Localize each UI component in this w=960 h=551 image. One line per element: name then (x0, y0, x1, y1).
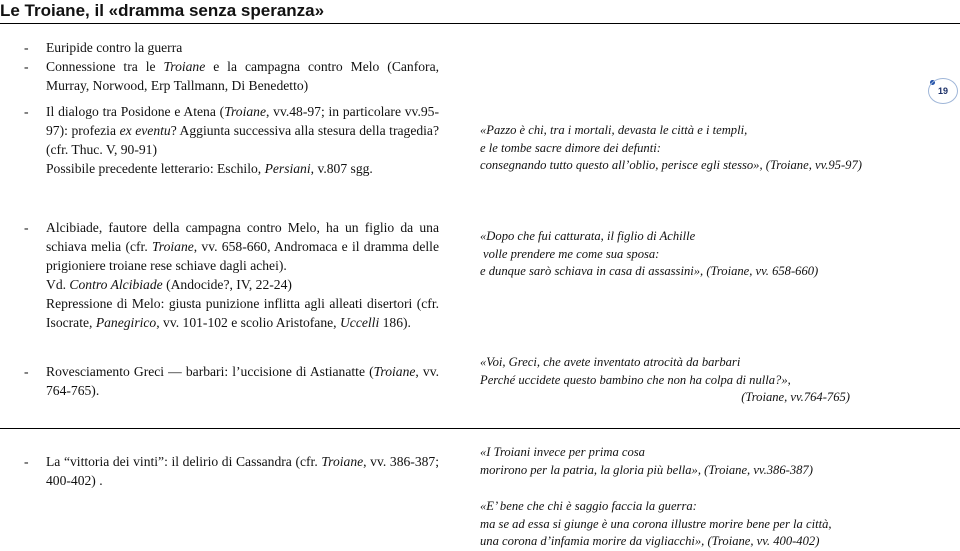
section-3 (24, 218, 439, 332)
section-1 (24, 38, 439, 95)
page-title: Le Troiane, il «dramma senza speranza» (0, 1, 325, 20)
quote-troiane-658-660: «Dopo che fui catturata, il figlio di Achille volle prendere me come sua sposa: e dunque sarò schiava in casa di assassini», (Troiane, vv. 658-660) (480, 229, 819, 278)
quote-troiane-95-97: «Pazzo è chi, tra i mortali, devasta le città e i templi, e le tombe sacre dimore dei defunti: consegnando tutto questo all’oblio, perisce egli stesso», (Troiane, vv.95-97) (480, 123, 862, 172)
list-item: - Il dialogo tra Posidone e Atena (Troiane, vv.48-97; in particolare vv.95-97): profezia ex eventu? Aggiunta successiva alla stesura della tragedia? (cfr. Thuc. V, 90-91) Possibile precedente letterario: Eschilo, Persiani, v.807 sgg. (24, 104, 439, 176)
title-rule (0, 23, 960, 24)
section-4 (24, 362, 439, 400)
list-item: - Euripide contro la guerra (24, 40, 183, 55)
list-item: - Alcibiade, fautore della campagna contro Melo, ha un figlio da una schiava melia (cfr. Troiane, vv. 658-660, Andromaca e il dramma delle prigioniere troiane rese schiave dagli achei). Vd. Contro Alcibiade (Andocide?, IV, 22-24) Repressione di Melo: giusta punizione inflitta agli alleati disertori (cfr. Isocrate, Panegirico, vv. 101-102 e scolio Aristofane, Uccelli 186). (24, 220, 439, 330)
section-5 (24, 452, 439, 490)
list-item: - Rovesciamento Greci — barbari: l’uccisione di Astianatte (Troiane, vv. 764-765). (24, 364, 440, 398)
list-item: - Connessione tra le Troiane e la campagna contro Melo (Canfora, Murray, Norwood, Erp Tallmann, Di Benedetto) (24, 59, 439, 93)
section-2 (24, 102, 439, 178)
page-number-badge: 19 (928, 78, 958, 104)
section-rule (0, 428, 960, 429)
quote-troiane-764-765: «Voi, Greci, che avete inventato atrocità da barbari Perché uccidete questo bambino che non ha colpa di nulla?», (Troiane, vv.764-765) (480, 355, 850, 404)
quote-troiane-400-402: «E’ bene che chi è saggio faccia la guerra: ma se ad essa si giunge è una corona illustre morire bene per la città, una corona d’infamia morire da vigliacchi», (Troiane, vv. 400-402) (480, 499, 832, 548)
quote-troiane-386-387: «I Troiani invece per prima cosa morirono per la patria, la gloria più bella», (Troiane, vv.386-387) (480, 445, 813, 477)
list-item: - La “vittoria dei vinti”: il delirio di Cassandra (cfr. Troiane, vv. 386-387; 400-402) . (24, 454, 440, 488)
